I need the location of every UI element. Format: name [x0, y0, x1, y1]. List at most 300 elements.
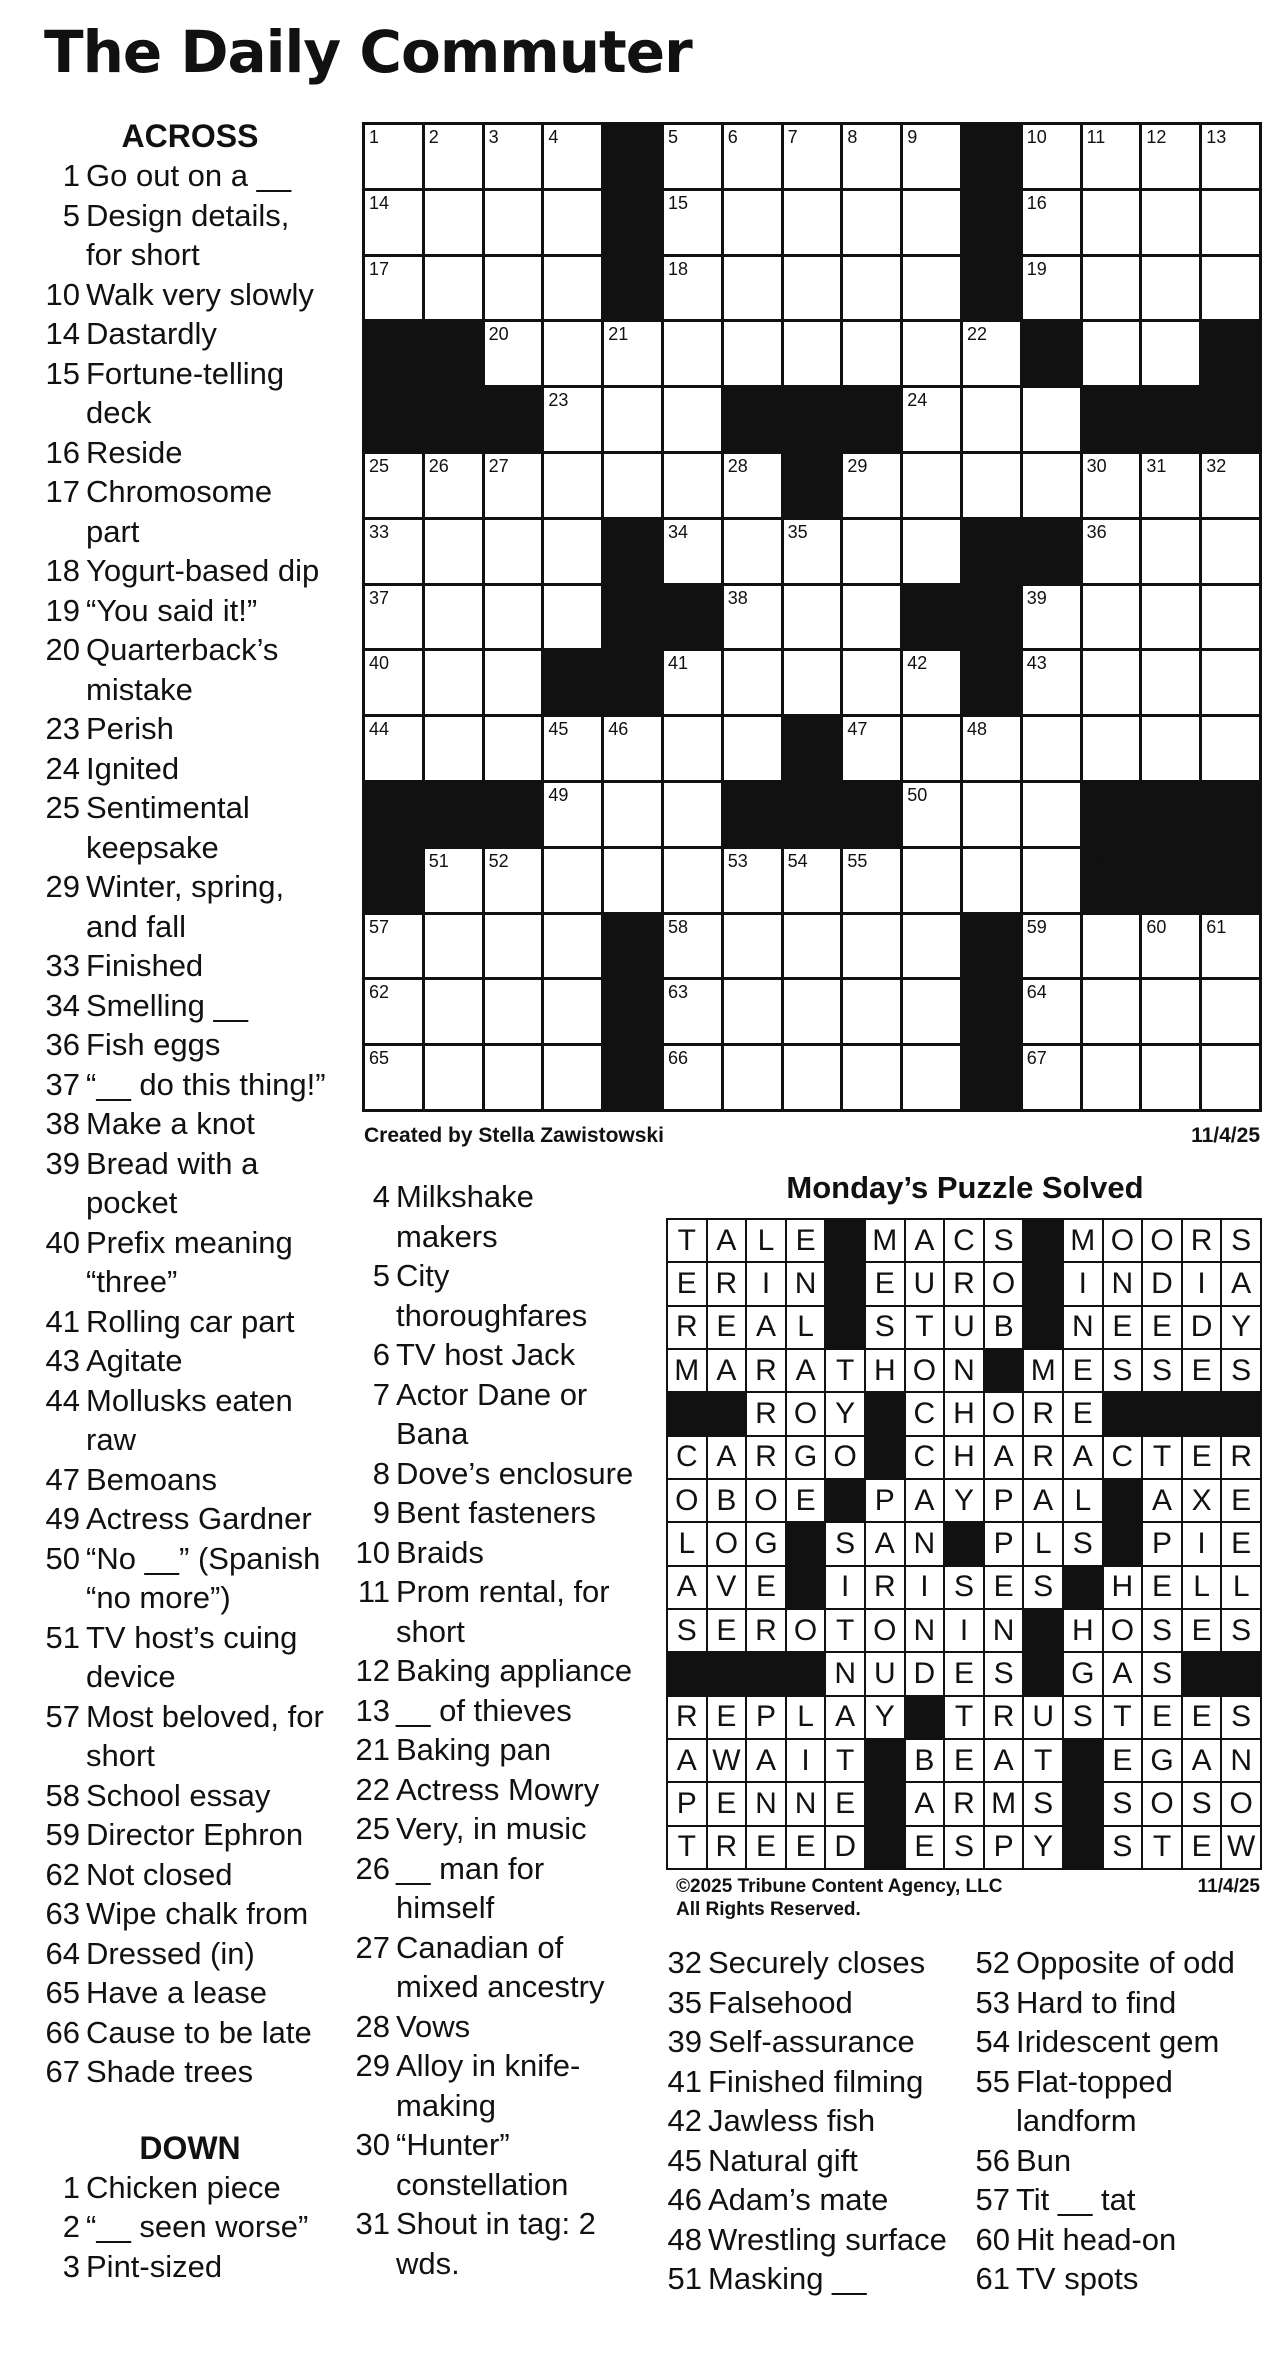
clue-text: Milkshake — [396, 1179, 534, 1214]
grid-square[interactable] — [544, 322, 601, 385]
grid-square[interactable] — [365, 915, 422, 978]
grid-square[interactable] — [485, 520, 542, 583]
clue-item — [44, 630, 336, 709]
grid-square[interactable] — [903, 651, 960, 714]
grid-square[interactable] — [544, 783, 601, 846]
grid-square[interactable] — [843, 651, 900, 714]
clue-text: School essay — [86, 1777, 271, 1813]
clue-text: Perish — [86, 711, 174, 746]
grid-square[interactable] — [1083, 191, 1140, 254]
grid-square[interactable] — [1142, 1046, 1199, 1109]
grid-square[interactable] — [903, 980, 960, 1043]
grid-square[interactable] — [903, 783, 960, 846]
solved-letter: E — [1064, 1350, 1102, 1391]
grid-square[interactable] — [485, 1046, 542, 1109]
clue-text: Wipe chalk from — [86, 1896, 309, 1931]
grid-square[interactable] — [664, 783, 721, 846]
grid-square[interactable] — [843, 454, 900, 517]
grid-square[interactable] — [425, 915, 482, 978]
solved-letter: E — [866, 1263, 904, 1304]
grid-square[interactable] — [1202, 717, 1259, 780]
clue-number: 34 — [45, 987, 80, 1023]
grid-square[interactable] — [784, 520, 841, 583]
clue-text: “three” — [86, 1264, 178, 1299]
grid-square[interactable] — [1023, 454, 1080, 517]
grid-square[interactable] — [1023, 586, 1080, 649]
grid-square[interactable] — [425, 651, 482, 714]
down-clue-list-1 — [44, 2168, 336, 2287]
grid-square[interactable] — [664, 191, 721, 254]
clue-item — [354, 1691, 654, 1731]
down-heading: DOWN — [139, 2129, 241, 2166]
grid-square[interactable] — [784, 125, 841, 188]
grid-square[interactable] — [1023, 125, 1080, 188]
clue-text: Sentimental — [86, 790, 250, 825]
clue-number: 50 — [45, 1540, 80, 1576]
grid-square[interactable] — [1142, 191, 1199, 254]
grid-square[interactable] — [724, 651, 781, 714]
grid-square[interactable] — [365, 586, 422, 649]
grid-square[interactable] — [664, 125, 721, 188]
clue-text: Rolling car part — [86, 1303, 295, 1339]
grid-square[interactable] — [425, 849, 482, 912]
grid-square[interactable] — [485, 651, 542, 714]
black-square — [1202, 322, 1259, 385]
grid-square[interactable] — [963, 388, 1020, 451]
grid-square[interactable] — [1083, 1046, 1140, 1109]
grid-square[interactable] — [1023, 191, 1080, 254]
grid-square[interactable] — [903, 915, 960, 978]
solved-letter: E — [985, 1567, 1023, 1608]
square-number: 62 — [369, 982, 390, 1003]
clue-text: Hard to find — [1016, 1984, 1177, 2020]
square-number: 48 — [966, 719, 988, 740]
grid-square[interactable] — [365, 454, 422, 517]
solved-letter: H — [945, 1393, 983, 1434]
solved-letter: R — [747, 1610, 785, 1651]
grid-square[interactable] — [784, 980, 841, 1043]
clue-text: Actress Mowry — [396, 1771, 600, 1807]
grid-square[interactable] — [724, 717, 781, 780]
grid-square[interactable] — [843, 717, 900, 780]
square-number: 2 — [428, 127, 439, 147]
black-square — [604, 586, 661, 649]
grid-square[interactable] — [544, 388, 601, 451]
grid-square[interactable] — [604, 717, 661, 780]
grid-square[interactable] — [903, 454, 960, 517]
square-number: 32 — [1206, 455, 1227, 476]
grid-square[interactable] — [544, 717, 601, 780]
grid-square[interactable] — [485, 257, 542, 320]
grid-square[interactable] — [485, 454, 542, 517]
black-square — [1202, 783, 1259, 846]
square-number: 30 — [1086, 455, 1107, 476]
puzzle-date: 11/4/25 — [1191, 1124, 1260, 1147]
grid-square[interactable] — [425, 520, 482, 583]
grid-square[interactable] — [1023, 717, 1080, 780]
clue-text: Very, in music — [396, 1811, 587, 1846]
square-number: 58 — [667, 916, 689, 937]
solved-letter: C — [668, 1437, 706, 1478]
clue-number: 66 — [45, 2014, 80, 2050]
clue-text: Smelling __ — [86, 987, 248, 1023]
grid-square[interactable] — [784, 257, 841, 320]
grid-square[interactable] — [544, 1046, 601, 1109]
grid-square[interactable] — [1083, 322, 1140, 385]
grid-square[interactable] — [1142, 125, 1199, 188]
square-number: 11 — [1086, 127, 1106, 147]
grid-square[interactable] — [1202, 454, 1259, 517]
solved-letter: M — [1024, 1350, 1062, 1391]
grid-square[interactable] — [1023, 1046, 1080, 1109]
grid-square[interactable] — [365, 191, 422, 254]
square-number: 47 — [847, 719, 868, 740]
grid-square[interactable] — [604, 388, 661, 451]
clue-item — [666, 1943, 966, 1983]
grid-square[interactable] — [1023, 980, 1080, 1043]
clue-text: “__ seen worse” — [86, 2209, 309, 2244]
grid-square[interactable] — [1142, 322, 1199, 385]
clue-text: Finished filming — [708, 2063, 924, 2099]
grid-square[interactable] — [1202, 257, 1259, 320]
grid-square[interactable] — [903, 322, 960, 385]
clue-column-2 — [354, 1177, 654, 2283]
grid-square[interactable] — [544, 125, 601, 188]
grid-square[interactable] — [843, 586, 900, 649]
solved-letter: O — [747, 1480, 785, 1521]
clue-number: 63 — [45, 1896, 80, 1931]
clue-number: 57 — [45, 1698, 80, 1734]
grid-square[interactable] — [903, 717, 960, 780]
solved-letter: T — [668, 1827, 706, 1868]
clue-item — [44, 1973, 336, 2013]
grid-square[interactable] — [544, 586, 601, 649]
grid-square[interactable] — [724, 454, 781, 517]
grid-square[interactable] — [1083, 257, 1140, 320]
grid-square[interactable] — [1142, 980, 1199, 1043]
solved-black-square — [866, 1393, 904, 1434]
grid-square[interactable] — [544, 849, 601, 912]
grid-square[interactable] — [664, 257, 721, 320]
grid-square[interactable] — [365, 257, 422, 320]
grid-square[interactable] — [1083, 520, 1140, 583]
clue-number: 10 — [355, 1534, 390, 1570]
grid-square[interactable] — [604, 849, 661, 912]
solved-black-square — [826, 1307, 864, 1348]
solved-letter: E — [708, 1697, 746, 1738]
solved-black-square — [1183, 1653, 1221, 1694]
solved-letter: L — [1064, 1480, 1102, 1521]
solved-letter: R — [1024, 1393, 1062, 1434]
solved-letter: C — [906, 1437, 944, 1478]
grid-square[interactable] — [664, 388, 721, 451]
clue-text: Flat-topped — [1016, 2063, 1173, 2099]
grid-square[interactable] — [1023, 651, 1080, 714]
grid-square[interactable] — [425, 980, 482, 1043]
grid-square[interactable] — [903, 520, 960, 583]
grid-square[interactable] — [963, 322, 1020, 385]
grid-square[interactable] — [664, 717, 721, 780]
black-square — [784, 717, 841, 780]
solved-letter: S — [668, 1610, 706, 1651]
clue-item — [354, 1928, 654, 2007]
solved-letter: E — [708, 1783, 746, 1824]
square-number: 4 — [548, 127, 559, 147]
black-square — [604, 651, 661, 714]
grid-square[interactable] — [784, 915, 841, 978]
solved-letter: B — [708, 1480, 746, 1521]
clue-item — [44, 1025, 336, 1065]
grid-square[interactable] — [365, 651, 422, 714]
grid-square[interactable] — [1142, 651, 1199, 714]
grid-square[interactable] — [724, 125, 781, 188]
grid-square[interactable] — [425, 586, 482, 649]
grid-square[interactable] — [724, 586, 781, 649]
square-number: 57 — [369, 916, 390, 937]
clue-number: 14 — [45, 316, 80, 351]
grid-square[interactable] — [784, 586, 841, 649]
grid-square[interactable] — [903, 388, 960, 451]
grid-square[interactable] — [843, 520, 900, 583]
grid-square[interactable] — [485, 980, 542, 1043]
grid-square[interactable] — [1083, 717, 1140, 780]
grid-square[interactable] — [1202, 651, 1259, 714]
black-square — [963, 980, 1020, 1043]
clue-number: 49 — [45, 1501, 80, 1536]
grid-square[interactable] — [784, 191, 841, 254]
grid-square[interactable] — [784, 322, 841, 385]
grid-square[interactable] — [843, 125, 900, 188]
grid-square[interactable] — [604, 454, 661, 517]
grid-square[interactable] — [843, 849, 900, 912]
grid-square[interactable] — [1202, 520, 1259, 583]
clue-text: Adam’s mate — [708, 2182, 889, 2217]
square-number: 28 — [727, 455, 748, 476]
solved-black-square — [668, 1653, 706, 1694]
solved-letter: R — [866, 1567, 904, 1608]
grid-square[interactable] — [365, 520, 422, 583]
solved-letter: R — [1024, 1437, 1062, 1478]
grid-square[interactable] — [1083, 586, 1140, 649]
grid-square[interactable] — [843, 980, 900, 1043]
grid-square[interactable] — [664, 980, 721, 1043]
square-number: 36 — [1086, 521, 1107, 542]
grid-square[interactable] — [903, 849, 960, 912]
clue-text: Not closed — [86, 1856, 233, 1892]
grid-square[interactable] — [724, 322, 781, 385]
clue-text: Bread with a — [86, 1145, 259, 1181]
grid-square[interactable] — [724, 915, 781, 978]
grid-square[interactable] — [544, 520, 601, 583]
clue-number: 9 — [372, 1495, 390, 1530]
grid-square[interactable] — [903, 1046, 960, 1109]
clue-text: Alloy in knife- — [396, 2048, 581, 2083]
clue-item — [974, 1943, 1274, 1983]
clue-item — [354, 1809, 654, 1849]
clue-text: Reside — [86, 434, 183, 470]
grid-square[interactable] — [664, 520, 721, 583]
solved-letter: L — [1183, 1567, 1221, 1608]
grid-square[interactable] — [1023, 915, 1080, 978]
clue-text: device — [86, 1659, 176, 1694]
grid-square[interactable] — [963, 717, 1020, 780]
grid-square[interactable] — [963, 454, 1020, 517]
grid-square[interactable] — [425, 717, 482, 780]
grid-square[interactable] — [425, 191, 482, 254]
grid-square[interactable] — [485, 322, 542, 385]
grid-square[interactable] — [485, 125, 542, 188]
square-number: 64 — [1026, 982, 1047, 1003]
clue-text: Bemoans — [86, 1461, 217, 1497]
clue-item — [354, 1533, 654, 1573]
grid-square[interactable] — [963, 849, 1020, 912]
grid-square[interactable] — [544, 454, 601, 517]
grid-square[interactable] — [784, 1046, 841, 1109]
grid-square[interactable] — [544, 980, 601, 1043]
grid-square[interactable] — [485, 849, 542, 912]
clue-text: pocket — [86, 1185, 178, 1220]
grid-square[interactable] — [1142, 717, 1199, 780]
solved-letter: E — [787, 1220, 825, 1261]
solved-letter: S — [985, 1220, 1023, 1261]
grid-square[interactable] — [963, 783, 1020, 846]
grid-square[interactable] — [365, 125, 422, 188]
grid-square[interactable] — [1142, 454, 1199, 517]
grid-square[interactable] — [843, 257, 900, 320]
grid-square[interactable] — [1023, 388, 1080, 451]
grid-square[interactable] — [1202, 191, 1259, 254]
grid-square[interactable] — [544, 257, 601, 320]
grid-square[interactable] — [724, 849, 781, 912]
grid-square[interactable] — [784, 651, 841, 714]
clue-text: Bana — [396, 1416, 469, 1451]
solved-black-square — [1222, 1653, 1260, 1694]
solved-letter: U — [906, 1263, 944, 1304]
grid-square[interactable] — [1023, 783, 1080, 846]
grid-square[interactable] — [724, 520, 781, 583]
grid-square[interactable] — [485, 717, 542, 780]
grid-square[interactable] — [1142, 520, 1199, 583]
solved-black-square — [668, 1393, 706, 1434]
grid-square[interactable] — [425, 454, 482, 517]
black-square — [604, 1046, 661, 1109]
grid-square[interactable] — [664, 915, 721, 978]
clue-item — [44, 433, 336, 473]
grid-square[interactable] — [425, 257, 482, 320]
grid-square[interactable] — [1202, 586, 1259, 649]
clue-item — [44, 1381, 336, 1460]
grid-square[interactable] — [544, 915, 601, 978]
solved-letter: C — [945, 1220, 983, 1261]
solved-letter: A — [747, 1740, 785, 1781]
solved-black-square — [1024, 1653, 1062, 1694]
grid-square[interactable] — [843, 322, 900, 385]
grid-square[interactable] — [425, 125, 482, 188]
grid-square[interactable] — [1083, 125, 1140, 188]
grid-square[interactable] — [664, 1046, 721, 1109]
grid-square[interactable] — [485, 586, 542, 649]
grid-square[interactable] — [1083, 980, 1140, 1043]
grid-square[interactable] — [843, 915, 900, 978]
grid-square[interactable] — [1142, 915, 1199, 978]
grid-square[interactable] — [1142, 257, 1199, 320]
clue-text: TV host Jack — [396, 1337, 576, 1372]
grid-square[interactable] — [1023, 849, 1080, 912]
clue-item — [666, 2220, 966, 2260]
clue-item — [354, 1177, 654, 1256]
grid-square[interactable] — [485, 915, 542, 978]
grid-square[interactable] — [604, 322, 661, 385]
grid-square[interactable] — [724, 257, 781, 320]
solved-letter: S — [945, 1827, 983, 1868]
grid-square[interactable] — [903, 125, 960, 188]
grid-square[interactable] — [1142, 586, 1199, 649]
grid-square[interactable] — [1023, 257, 1080, 320]
solved-letter: E — [787, 1480, 825, 1521]
grid-square[interactable] — [544, 191, 601, 254]
clue-text: Most beloved, for — [86, 1698, 324, 1734]
grid-square[interactable] — [365, 717, 422, 780]
grid-square[interactable] — [724, 1046, 781, 1109]
grid-square[interactable] — [485, 191, 542, 254]
grid-square[interactable] — [604, 783, 661, 846]
grid-square[interactable] — [664, 454, 721, 517]
solved-letter: S — [1104, 1350, 1142, 1391]
grid-square[interactable] — [1083, 651, 1140, 714]
grid-square[interactable] — [724, 191, 781, 254]
solved-letter: R — [945, 1263, 983, 1304]
clue-number: 15 — [45, 355, 80, 391]
grid-square[interactable] — [425, 1046, 482, 1109]
grid-square[interactable] — [903, 191, 960, 254]
grid-square[interactable] — [664, 849, 721, 912]
square-number: 52 — [488, 850, 509, 871]
grid-square[interactable] — [365, 980, 422, 1043]
grid-square[interactable] — [1202, 125, 1259, 188]
clue-number: 31 — [355, 2206, 390, 2241]
solved-letter: O — [985, 1263, 1023, 1304]
solved-letter: A — [787, 1350, 825, 1391]
grid-square[interactable] — [843, 191, 900, 254]
grid-square[interactable] — [1083, 915, 1140, 978]
grid-square[interactable] — [1202, 980, 1259, 1043]
grid-square[interactable] — [1202, 1046, 1259, 1109]
grid-square[interactable] — [903, 257, 960, 320]
solved-letter: O — [787, 1610, 825, 1651]
grid-square[interactable] — [1083, 454, 1140, 517]
solved-letter: B — [985, 1307, 1023, 1348]
solved-letter: S — [1222, 1350, 1260, 1391]
grid-square[interactable] — [664, 651, 721, 714]
clue-number: 64 — [45, 1935, 80, 1971]
solved-black-square — [1024, 1263, 1062, 1304]
grid-square[interactable] — [784, 849, 841, 912]
square-number: 45 — [548, 719, 569, 740]
black-square — [1202, 849, 1259, 912]
grid-square[interactable] — [1202, 915, 1259, 978]
solved-letter: H — [1104, 1567, 1142, 1608]
grid-square[interactable] — [664, 322, 721, 385]
grid-square[interactable] — [843, 1046, 900, 1109]
grid-square[interactable] — [724, 980, 781, 1043]
clue-number: 41 — [667, 2063, 702, 2099]
black-square — [664, 586, 721, 649]
solved-letter: O — [668, 1480, 706, 1521]
solved-letter: G — [747, 1523, 785, 1564]
solved-letter: U — [866, 1653, 904, 1694]
solved-letter: G — [1143, 1740, 1181, 1781]
grid-square[interactable] — [365, 1046, 422, 1109]
